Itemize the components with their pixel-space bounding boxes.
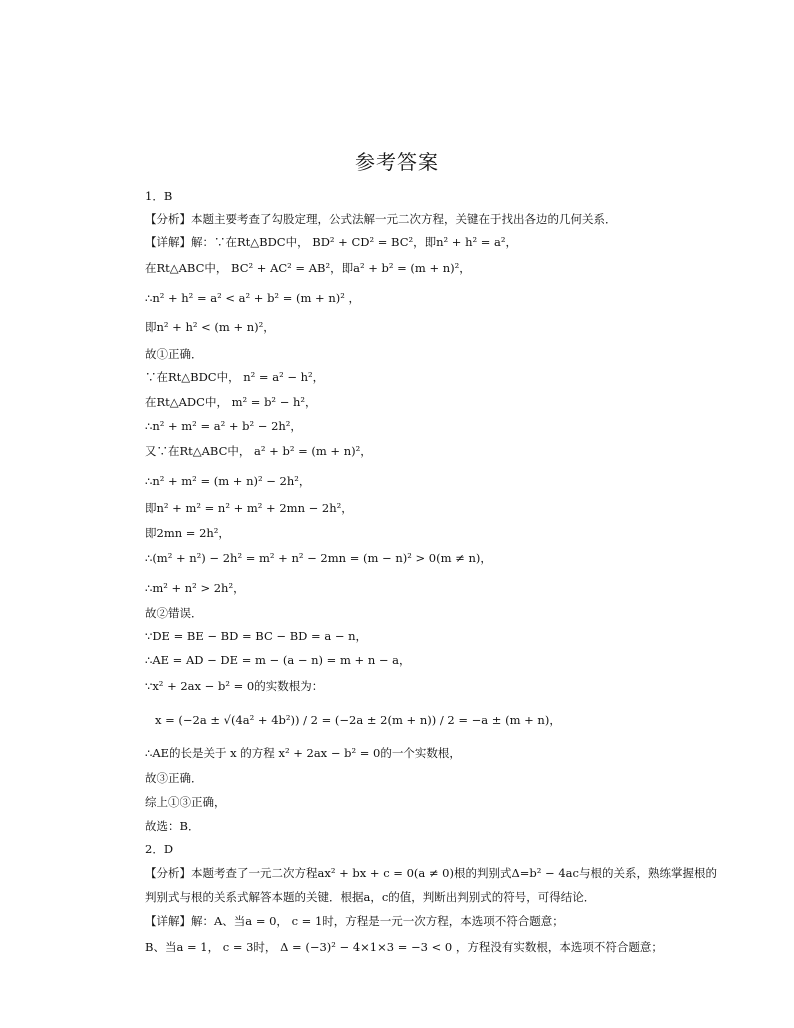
answer-line: 即n² + h² < (m + n)²， bbox=[145, 320, 275, 334]
answer-line: ∴m² + n² > 2h²， bbox=[145, 581, 245, 595]
answer-line: 故①正确． bbox=[145, 347, 203, 361]
answer-line: 1．B bbox=[145, 189, 173, 203]
answer-line: 故选：B． bbox=[145, 819, 200, 833]
answer-line: 即2mn = 2h²， bbox=[145, 526, 230, 540]
answer-line: 判别式与根的关系式解答本题的关键．根据a，c的值，判断出判别式的符号，可得结论． bbox=[145, 890, 596, 904]
answer-line: 故②错误． bbox=[145, 606, 203, 620]
answer-line: 【详解】解：∵在Rt△BDC中， BD² + CD² = BC²，即n² + h² = a²， bbox=[145, 235, 518, 249]
answer-line: ∵x² + 2ax − b² = 0的实数根为： bbox=[145, 679, 324, 693]
answer-line: 2．D bbox=[145, 842, 174, 856]
answer-line: 【分析】本题考查了一元二次方程ax² + bx + c = 0(a ≠ 0)根的判别式Δ=b² − 4ac与根的关系，熟练掌握根的 bbox=[145, 866, 717, 880]
answer-line: B、当a = 1， c = 3时， Δ = (−3)² − 4×1×3 = −3 < 0 ，方程没有实数根，本选项不符合题意； bbox=[145, 940, 663, 954]
answer-line: ∴n² + m² = a² + b² − 2h²， bbox=[145, 419, 302, 433]
answer-line: ∴n² + m² = (m + n)² − 2h²， bbox=[145, 474, 311, 488]
answer-line: ∵在Rt△BDC中， n² = a² − h²， bbox=[145, 370, 325, 384]
answer-line: 故③正确． bbox=[145, 771, 203, 785]
answer-line: ∵DE = BE − BD = BC − BD = a − n， bbox=[145, 629, 368, 643]
answer-line: ∴n² + h² = a² < a² + b² = (m + n)² ， bbox=[145, 291, 360, 305]
page-title: 参考答案 bbox=[355, 150, 439, 174]
answer-line: 又∵在Rt△ABC中， a² + b² = (m + n)²， bbox=[145, 444, 372, 458]
answer-line: x = (−2a ± √(4a² + 4b²)) / 2 = (−2a ± 2(m + n)) / 2 = −a ± (m + n)， bbox=[155, 713, 561, 727]
answer-line: ∴AE = AD − DE = m − (a − n) = m + n − a， bbox=[145, 653, 411, 667]
answer-line: ∴(m² + n²) − 2h² = m² + n² − 2mn = (m − n)² > 0(m ≠ n)， bbox=[145, 551, 492, 565]
answer-line: ∴AE的长是关于 x 的方程 x² + 2ax − b² = 0的一个实数根， bbox=[145, 746, 461, 760]
answer-line: 【详解】解：A、当a = 0， c = 1时，方程是一元一次方程，本选项不符合题意； bbox=[145, 914, 564, 928]
answer-line: 即n² + m² = n² + m² + 2mn − 2h²， bbox=[145, 501, 353, 515]
answer-line: 综上①③正确， bbox=[145, 795, 226, 809]
answer-line: 在Rt△ADC中， m² = b² − h²， bbox=[145, 395, 317, 409]
answer-line: 【分析】本题主要考查了勾股定理，公式法解一元二次方程，关键在于找出各边的几何关系． bbox=[145, 212, 617, 226]
answer-line: 在Rt△ABC中， BC² + AC² = AB²，即a² + b² = (m + n)²， bbox=[145, 261, 471, 275]
